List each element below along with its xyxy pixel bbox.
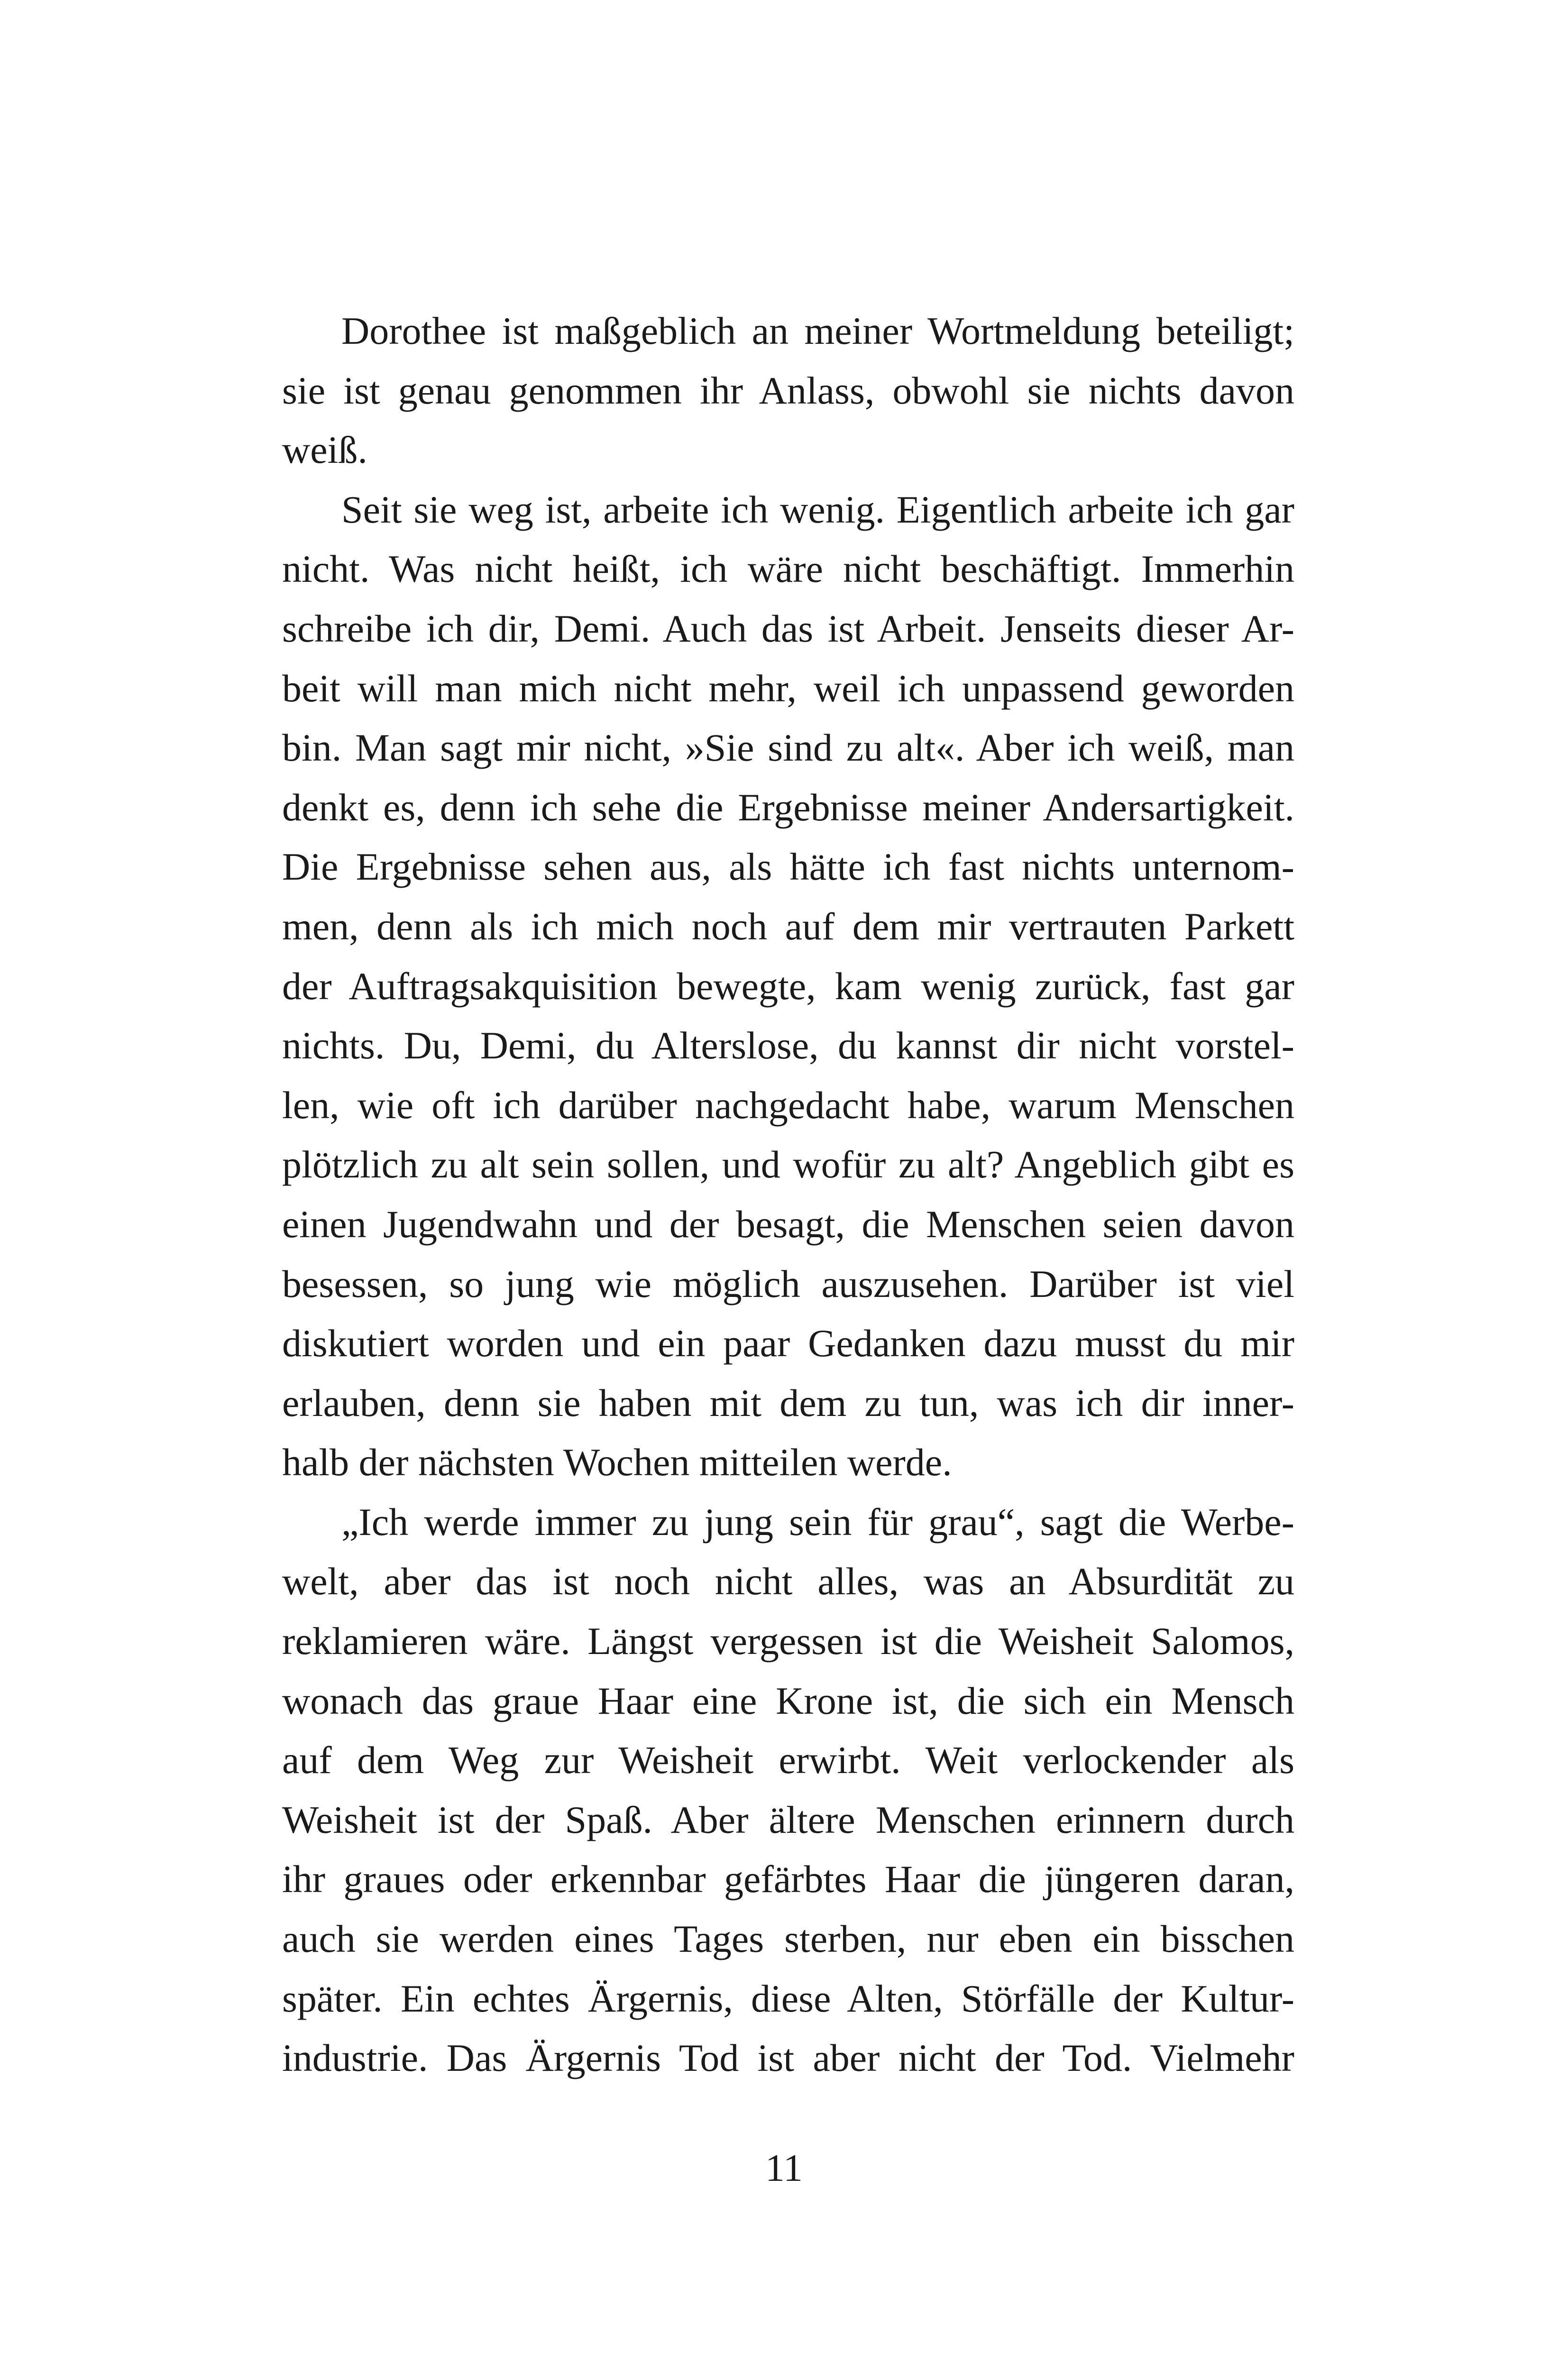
text-line: diskutiert worden und ein paar Gedanken dazu musst du mir [282,1322,1294,1365]
text-line: auf dem Weg zur Weisheit erwirbt. Weit verlockender als [282,1738,1294,1782]
text-line: len, wie oft ich darüber nachgedacht habe, warum Menschen [282,1083,1294,1127]
text-line: Dorothee ist maßgeblich an meiner Wortmeldung beteiligt; [341,309,1294,352]
text-line: erlauben, denn sie haben mit dem zu tun, was ich dir inner- [282,1381,1294,1424]
text-line: sie ist genau genommen ihr Anlass, obwohl sie nichts davon [282,368,1294,412]
text-line: Die Ergebnisse sehen aus, als hätte ich fast nichts unternom- [282,845,1294,889]
text-line: men, denn als ich mich noch auf dem mir vertrauten Parkett [282,904,1294,948]
text-line: auch sie werden eines Tages sterben, nur eben ein bisschen [282,1917,1294,1961]
text-line: weiß. [282,428,367,472]
text-line: nicht. Was nicht heißt, ich wäre nicht beschäftigt. Immerhin [282,547,1294,591]
paragraph-1 [282,301,1294,480]
paragraph-2 [282,480,1294,1492]
text-line: Seit sie weg ist, arbeite ich wenig. Eigentlich arbeite ich gar [341,487,1294,531]
text-line: reklamieren wäre. Längst vergessen ist die Weisheit Salomos, [282,1619,1294,1663]
text-line: Weisheit ist der Spaß. Aber ältere Menschen erinnern durch [282,1798,1294,1841]
paragraph-3 [282,1492,1294,2088]
text-line: halb der nächsten Wochen mitteilen werde. [282,1441,952,1484]
text-line: welt, aber das ist noch nicht alles, was an Absurdität zu [282,1560,1294,1603]
text-line: einen Jugendwahn und der besagt, die Menschen seien davon [282,1202,1294,1246]
text-line: beit will man mich nicht mehr, weil ich unpassend geworden [282,666,1294,710]
text-line: denkt es, denn ich sehe die Ergebnisse meiner Andersartigkeit. [282,785,1294,829]
text-line: „Ich werde immer zu jung sein für grau“, sagt die Werbe- [341,1500,1294,1544]
page-number: 11 [765,2146,803,2189]
text-line: plötzlich zu alt sein sollen, und wofür zu alt? Angeblich gibt es [282,1143,1294,1186]
text-line: ihr graues oder erkennbar gefärbtes Haar die jüngeren daran, [282,1857,1294,1901]
body-text [282,301,1294,2088]
text-line: bin. Man sagt mir nicht, »Sie sind zu alt«. Aber ich weiß, man [282,726,1294,770]
text-line: später. Ein echtes Ärgernis, diese Alten, Störfälle der Kultur- [282,1976,1294,2020]
text-line: besessen, so jung wie möglich auszusehen. Darüber ist viel [282,1262,1294,1305]
text-line: der Auftragsakquisition bewegte, kam wenig zurück, fast gar [282,964,1294,1008]
text-line: industrie. Das Ärgernis Tod ist aber nicht der Tod. Vielmehr [282,2036,1294,2080]
text-line: wonach das graue Haar eine Krone ist, die sich ein Mensch [282,1679,1294,1722]
text-line: nichts. Du, Demi, du Alterslose, du kannst dir nicht vorstel- [282,1024,1294,1067]
text-line: schreibe ich dir, Demi. Auch das ist Arbeit. Jenseits dieser Ar- [282,607,1294,650]
